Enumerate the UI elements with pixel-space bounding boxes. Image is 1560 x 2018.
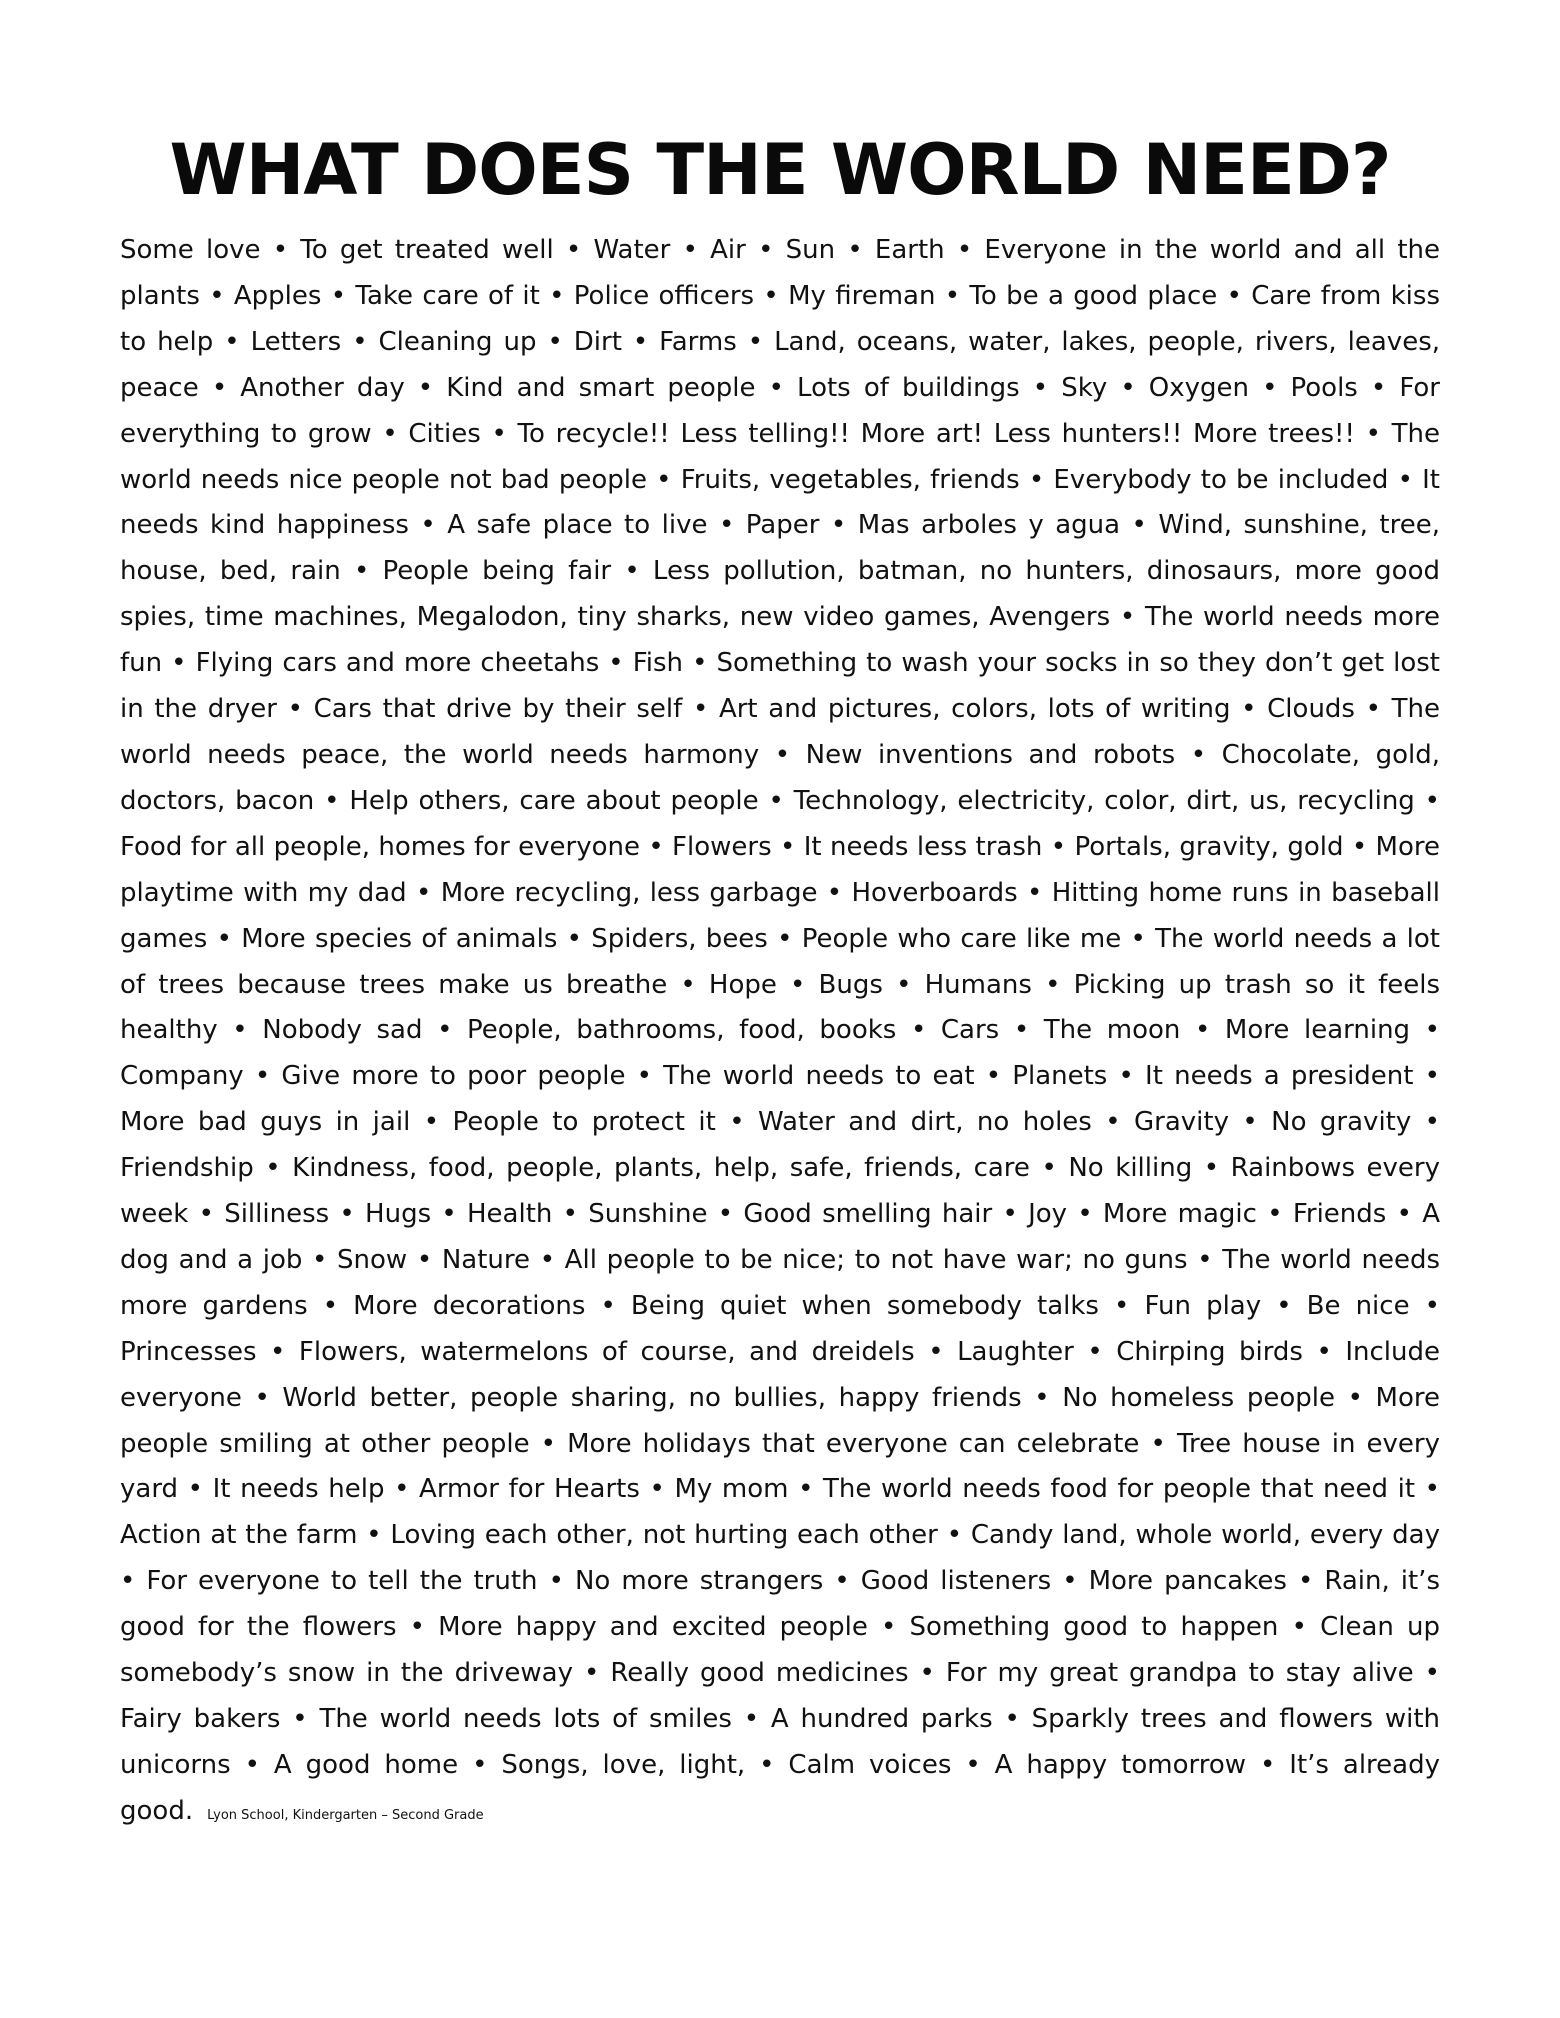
answers-text: Some love • To get treated well • Water • Air • Sun • Earth • Everyone in the world and all the plants • Apples • Take care of it • Police officers • My fireman • To be a good place • Care from kiss to help • Letters • Cleaning up • Dirt • Farms • Land, oceans, water, lakes, people, rivers, leaves, peace • Another day • Kind and smart people • Lots of buildings • Sky • Oxygen • Pools • For everything to grow • Cities • To recycle!! Less telling!! More art! Less hunters!! More trees!! • The world needs nice people not bad people • Fruits, vegetables, friends • Everybody to be included • It needs kind happiness • A safe place to live • Paper • Mas arboles y agua • Wind, sunshine, tree, house, bed, rain • People being fair • Less pollution, batman, no hunters, dinosaurs, more good spies, time machines, Megalodon, tiny sharks, new video games, Avengers • The world needs more fun • Flying cars and more cheetahs • Fish • Something to wash your socks in so they don’t get lost in the dryer • Cars that drive by their self • Art and pictures, colors, lots of writing • Clouds • The world needs peace, the world needs harmony • New inventions and robots • Chocolate, gold, doctors, bacon • Help others, care about people • Technology, electricity, color, dirt, us, recycling • Food for all people, homes for everyone • Flowers • It needs less trash • Portals, gravity, gold • More playtime with my dad • More recycling, less garbage • Hoverboards • Hitting home runs in baseball games • More species of animals • Spiders, bees • People who care like me • The world needs a lot of trees because trees make us breathe • Hope • Bugs • Humans • Picking up trash so it feels healthy • Nobody sad • People, bathrooms, food, books • Cars • The moon • More learning • Company • Give more to poor people • The world needs to eat • Planets • It needs a president • More bad guys in jail • People to protect it • Water and dirt, no holes • Gravity • No gravity • Friendship • Kindness, food, people, plants, help, safe, friends, care • No killing • Rainbows every week • Silliness • Hugs • Health • Sunshine • Good smelling hair • Joy • More magic • Friends • A dog and a job • Snow • Nature • All people to be nice; to not have war; no guns • The world needs more gardens • More decorations • Being quiet when somebody talks • Fun play • Be nice • Princesses • Flowers, watermelons of course, and dreidels • Laughter • Chirping birds • Include everyone • World better, people sharing, no bullies, happy friends • No homeless people • More people smiling at other people • More holidays that everyone can celebrate • Tree house in every yard • It needs help • Armor for Hearts • My mom • The world needs food for people that need it • Action at the farm • Loving each other, not hurting each other • Candy land, whole world, every day • For everyone to tell the truth • No more strangers • Good listeners • More pancakes • Rain, it’s good for the flowers • More happy and excited people • Something good to happen • Clean up somebody’s snow in the driveway • Really good medicines • For my great grandpa to stay alive • Fairy bakers • The world needs lots of smiles • A hundred parks • Sparkly trees and flowers with unicorns • A good home • Songs, love, light, • Calm voices • A happy tomorrow • It’s already good. [120,235,1440,1826]
document-page [120,120,1440,1839]
credit-line: Lyon School, Kindergarten – Second Grade [207,1807,484,1823]
page-title: WHAT DOES THE WORLD NEED? [169,129,1391,211]
answers-paragraph [120,228,1440,1839]
